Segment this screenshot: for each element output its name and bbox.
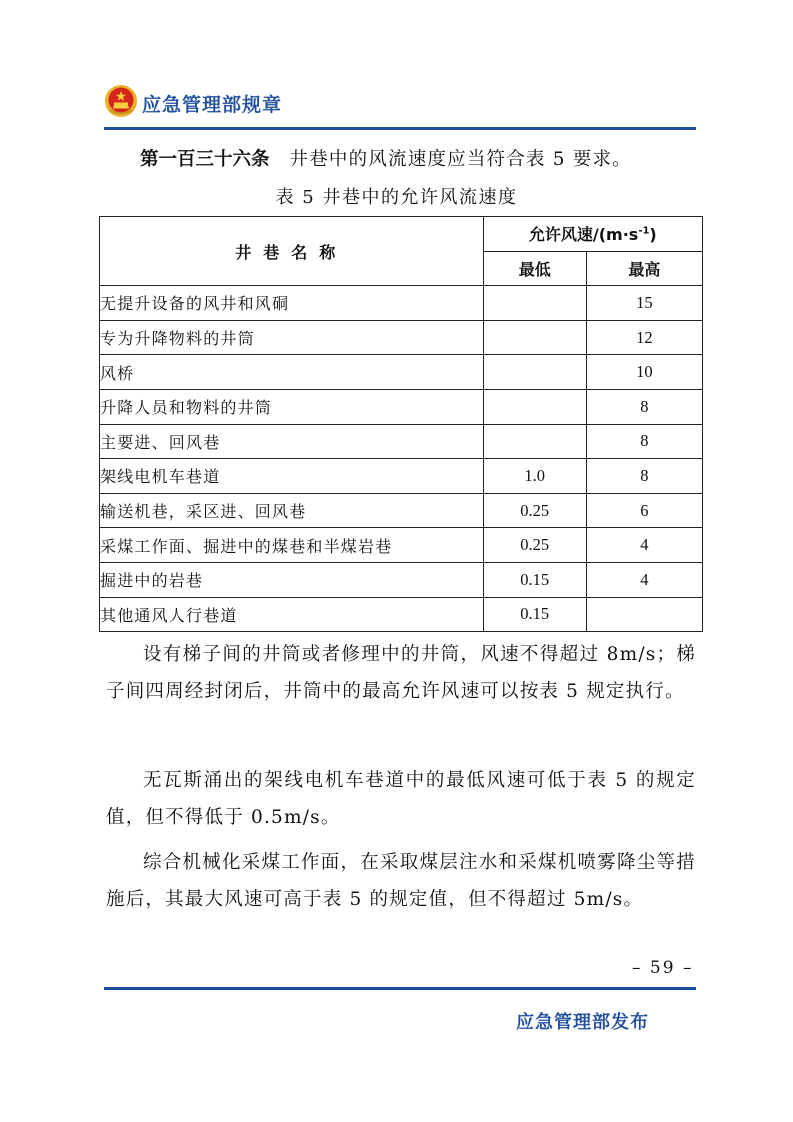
table-row bbox=[100, 355, 703, 390]
speed-unit-exponent: -1 bbox=[638, 225, 650, 237]
column-header-min: 最低 bbox=[483, 251, 586, 286]
footer-divider bbox=[104, 987, 696, 990]
column-header-max: 最高 bbox=[586, 251, 702, 286]
table-row bbox=[100, 493, 703, 528]
page-header bbox=[104, 82, 696, 126]
header-divider bbox=[104, 127, 696, 130]
row-min: 0.25 bbox=[483, 528, 586, 563]
row-max: 4 bbox=[586, 562, 702, 597]
row-min bbox=[483, 355, 586, 390]
row-min: 0.15 bbox=[483, 562, 586, 597]
national-emblem-icon bbox=[104, 84, 138, 118]
row-max: 8 bbox=[586, 389, 702, 424]
table-row bbox=[100, 286, 703, 321]
row-name: 升降人员和物料的井筒 bbox=[100, 389, 484, 424]
paragraph-mechanized-face bbox=[106, 844, 696, 918]
wind-speed-table bbox=[99, 216, 703, 632]
row-max: 10 bbox=[586, 355, 702, 390]
row-min bbox=[483, 320, 586, 355]
header-title: 应急管理部规章 bbox=[142, 94, 283, 116]
article-line bbox=[140, 145, 720, 171]
article-number: 第一百三十六条 bbox=[140, 149, 270, 170]
table-row bbox=[100, 320, 703, 355]
paragraph-no-gas bbox=[106, 762, 696, 836]
column-header-speed bbox=[483, 217, 702, 252]
row-min: 1.0 bbox=[483, 459, 586, 494]
row-max: 12 bbox=[586, 320, 702, 355]
row-max: 8 bbox=[586, 424, 702, 459]
row-name: 架线电机车巷道 bbox=[100, 459, 484, 494]
table-row bbox=[100, 459, 703, 494]
row-name: 掘进中的岩巷 bbox=[100, 562, 484, 597]
row-max bbox=[586, 597, 702, 632]
speed-unit-close: ) bbox=[649, 225, 657, 245]
page-number: – 59 – bbox=[632, 958, 694, 978]
table-caption: 表 5 井巷中的允许风流速度 bbox=[275, 187, 518, 208]
row-max: 6 bbox=[586, 493, 702, 528]
row-min bbox=[483, 286, 586, 321]
table-row bbox=[100, 424, 703, 459]
paragraph-shaft-ladder bbox=[106, 636, 696, 710]
row-name: 输送机巷，采区进、回风巷 bbox=[100, 493, 484, 528]
paragraph-text: 综合机械化采煤工作面，在采取煤层注水和采煤机喷雾降尘等措施后，其最大风速可高于表 5 的规定值，但不得超过 5m/s。 bbox=[106, 852, 696, 910]
speed-unit-label: 允许风速/(m·s bbox=[528, 225, 639, 245]
row-max: 8 bbox=[586, 459, 702, 494]
row-min bbox=[483, 389, 586, 424]
table-row bbox=[100, 528, 703, 563]
row-name: 其他通风人行巷道 bbox=[100, 597, 484, 632]
article-text: 井巷中的风流速度应当符合表 5 要求。 bbox=[289, 149, 632, 170]
row-max: 4 bbox=[586, 528, 702, 563]
paragraph-text: 无瓦斯涌出的架线电机车巷道中的最低风速可低于表 5 的规定值，但不得低于 0.5m/s。 bbox=[106, 770, 696, 828]
footer-publisher: 应急管理部发布 bbox=[516, 1012, 649, 1033]
row-name: 风桥 bbox=[100, 355, 484, 390]
table-row bbox=[100, 562, 703, 597]
table-row bbox=[100, 389, 703, 424]
table-row bbox=[100, 597, 703, 632]
paragraph-text: 设有梯子间的井筒或者修理中的井筒，风速不得超过 8m/s；梯子间四周经封闭后，井筒中的最高允许风速可以按表 5 规定执行。 bbox=[106, 644, 696, 702]
column-header-name: 井巷名称 bbox=[100, 217, 484, 286]
row-name: 专为升降物料的井筒 bbox=[100, 320, 484, 355]
row-min bbox=[483, 424, 586, 459]
row-max: 15 bbox=[586, 286, 702, 321]
row-min: 0.15 bbox=[483, 597, 586, 632]
row-name: 无提升设备的风井和风硐 bbox=[100, 286, 484, 321]
row-name: 采煤工作面、掘进中的煤巷和半煤岩巷 bbox=[100, 528, 484, 563]
row-name: 主要进、回风巷 bbox=[100, 424, 484, 459]
row-min: 0.25 bbox=[483, 493, 586, 528]
